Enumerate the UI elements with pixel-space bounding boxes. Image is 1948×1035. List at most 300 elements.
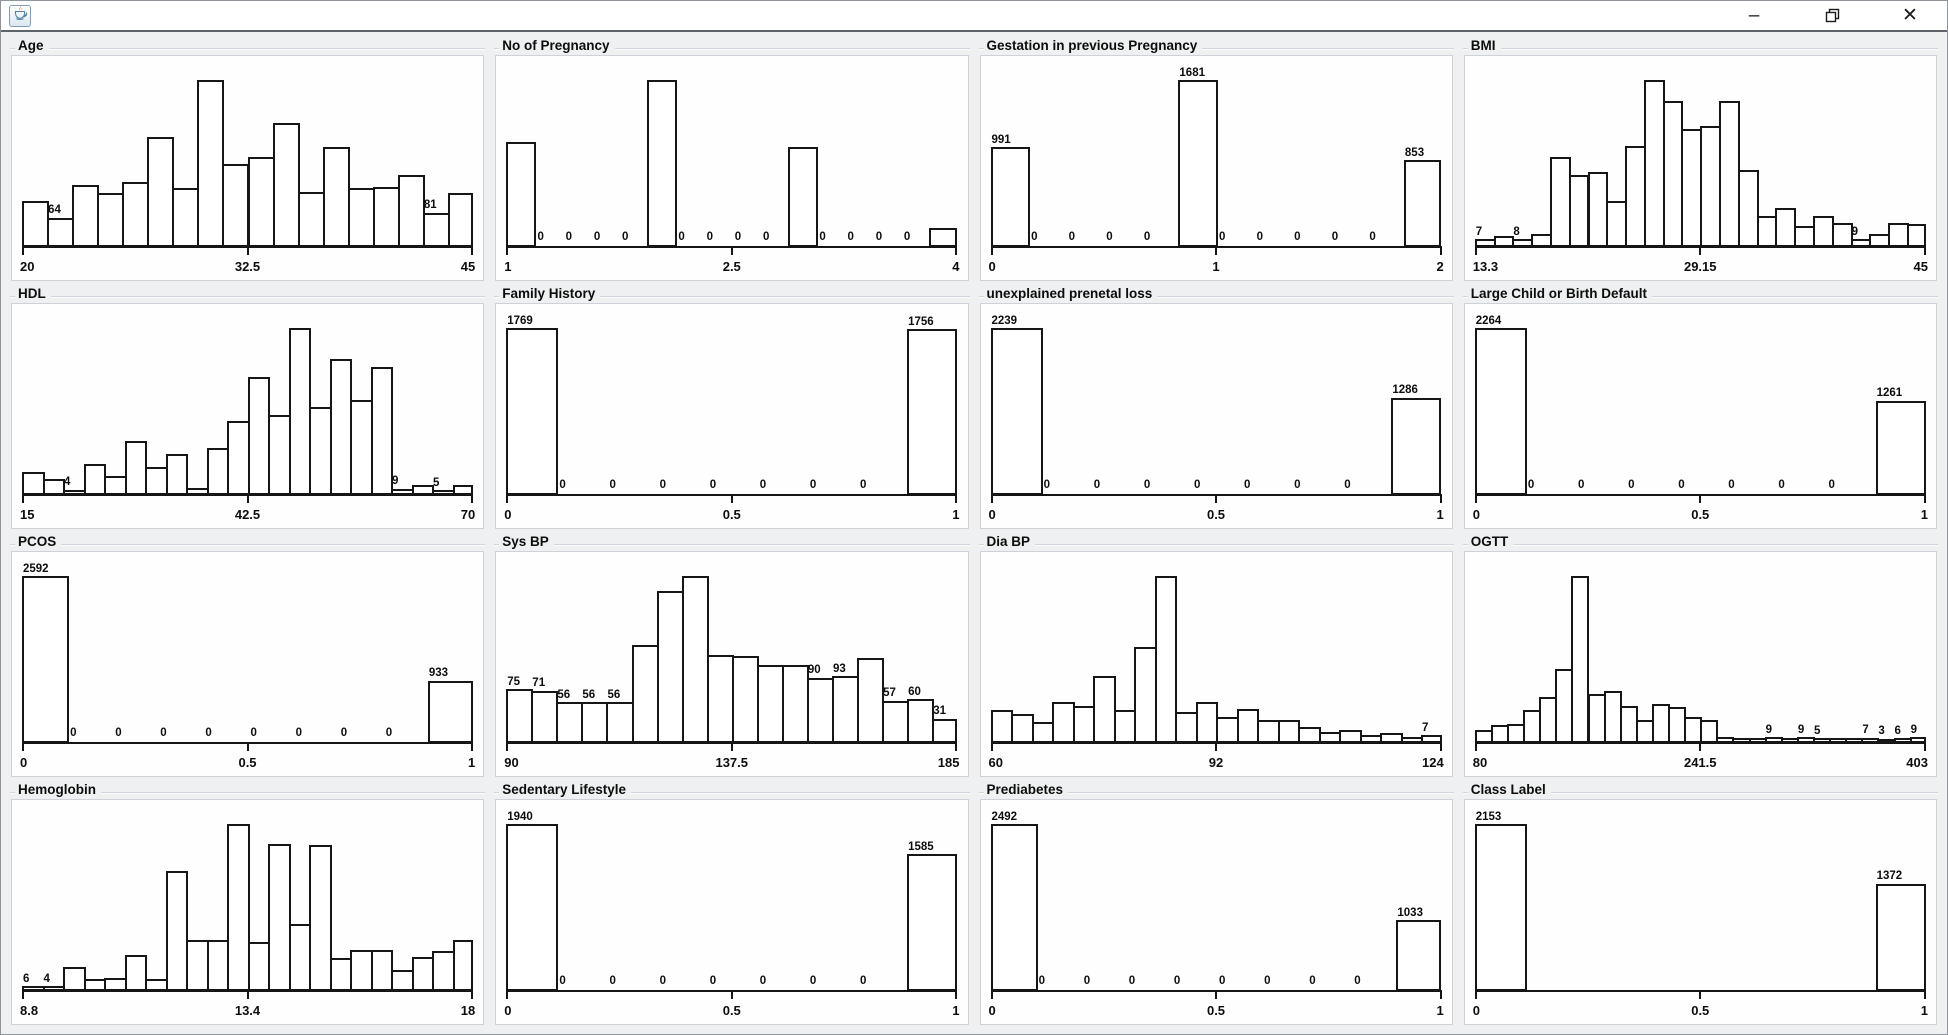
bar-zero-label: 0 [559,478,566,491]
panel-title: BMI [1470,38,1496,53]
bar-zero-label: 0 [1577,478,1585,491]
bar-count-label: 9 [1851,225,1858,238]
x-axis-tick [506,744,508,751]
histogram-plot-pcos[interactable] [11,551,484,777]
histogram-bar [1032,722,1055,743]
panel-large-child-or-birth-default [1463,285,1938,531]
x-axis-tick [247,992,249,999]
group-border-line [1551,792,1938,794]
x-tick-label: 0 [988,1003,996,1018]
bar-count-label: 9 [1910,723,1918,736]
panel-title: Hemoglobin [18,782,96,797]
histogram-plot-hdl[interactable] [11,303,484,529]
histogram-bar [350,950,373,991]
bar-zero-label: 0 [1219,974,1226,987]
restore-icon [1825,8,1840,23]
histogram-bar [1093,676,1116,743]
bar-zero-label: 0 [1256,230,1263,243]
bar-zero-label: 0 [759,974,767,987]
histogram-bar [1196,702,1219,743]
x-tick-label: 0 [20,755,28,770]
histogram-plot-prediabetes[interactable] [980,799,1453,1025]
histogram-bar [1876,401,1926,495]
bar-count-label: 9 [392,475,399,488]
panel-header [494,533,969,550]
x-axis-tick [471,744,473,751]
bar-zero-label: 0 [160,726,167,739]
panel-unexplained-prenetal-loss [979,285,1454,531]
histogram-bar [991,710,1014,743]
bar-count-label: 75 [507,675,521,688]
x-axis-tick [247,248,249,255]
panel-header [1463,781,1938,798]
histogram-bar [1052,702,1075,743]
histogram-bar [47,218,74,247]
histogram-bar [248,157,275,247]
histogram-bar [104,978,127,991]
x-axis-tick [1475,744,1477,751]
bar-zero-label: 0 [115,726,122,739]
bar-count-label: 6 [23,972,30,985]
x-axis-tick [506,248,508,255]
histogram-plot-sedentary-lifestyle[interactable] [495,799,968,1025]
panel-title: HDL [18,286,46,301]
bar-zero-label: 0 [678,230,685,243]
panel-hemoglobin [10,781,485,1027]
panel-header [1463,533,1938,550]
histogram-bar [1178,80,1218,247]
histogram-bar [1401,737,1424,743]
panel-age [10,37,485,283]
x-axis-tick [991,248,993,255]
window-controls [1739,3,1925,29]
x-tick-label: 0 [988,259,996,274]
x-tick-label: 1 [952,1003,960,1018]
group-border-line [615,48,970,50]
histogram-bar [991,147,1031,247]
group-border-line [1501,48,1939,50]
panel-title: unexplained prenetal loss [986,286,1153,301]
x-axis-tick [955,992,957,999]
panel-hdl [10,285,485,531]
histogram-bar [323,147,350,247]
x-axis-tick [1699,248,1701,255]
close-button[interactable] [1895,3,1925,29]
bar-count-label: 9 [1797,723,1805,736]
x-tick-label: 60 [988,755,1003,770]
bar-zero-label: 0 [1828,478,1835,491]
histogram-bar [248,377,271,495]
histogram-bar [453,485,474,495]
bar-zero-label: 0 [609,478,616,491]
x-tick-label: 1 [1920,507,1928,522]
bar-zero-label: 0 [1083,974,1091,987]
histogram-plot-dia-bp[interactable] [980,551,1453,777]
bar-count-label: 7 [1475,225,1483,238]
histogram-bar [104,476,127,495]
panel-sys-bp [494,533,969,779]
histogram-bar [166,871,189,991]
x-axis-tick [1699,744,1701,751]
histogram-bar [371,950,394,991]
histogram-bar [330,958,353,991]
x-tick-label: 137.5 [715,755,749,770]
x-tick-label: 1 [1436,1003,1444,1018]
panel-title: Large Child or Birth Default [1470,286,1648,301]
bar-zero-label: 0 [1354,974,1361,987]
bar-zero-label: 0 [1294,478,1301,491]
histogram-bar [707,655,734,743]
x-axis-tick [731,744,733,751]
histogram-bar [371,367,394,495]
panel-header [979,781,1454,798]
bar-count-label: 1681 [1179,66,1205,79]
histogram-bar [122,182,149,247]
panel-header [1463,37,1938,54]
histogram-plot-no-of-pregnancy[interactable] [495,55,968,281]
histogram-bar [882,701,909,743]
panel-title: Dia BP [986,534,1031,549]
group-border-line [1068,792,1454,794]
x-axis-tick [22,744,24,751]
bar-count-label: 56 [557,688,571,701]
bar-zero-label: 0 [1143,230,1151,243]
x-axis-tick [471,248,473,255]
histogram-bar [248,942,271,991]
histogram-bar [782,665,809,743]
histogram-bar [147,137,174,247]
bar-count-label: 6 [1894,724,1901,737]
x-axis-tick [22,248,24,255]
histogram-bar [932,719,957,743]
histogram-bar [1339,730,1362,743]
histogram-bar [929,228,957,247]
x-axis-tick [955,248,957,255]
histogram-plot-sys-bp[interactable] [495,551,968,777]
histogram-bar [1832,223,1853,247]
panel-header [979,285,1454,302]
x-tick-label: 0.5 [722,507,741,522]
bar-count-label: 1033 [1397,906,1423,919]
bar-zero-label: 0 [559,974,566,987]
histogram-plot-unexplained-prenetal-loss[interactable] [980,303,1453,529]
panel-bmi [1463,37,1938,283]
bar-count-label: 81 [423,199,437,212]
x-axis-tick [1215,992,1217,999]
panel-title: Gestation in previous Pregnancy [986,38,1198,53]
histogram-bar [857,658,884,743]
panel-title: Prediabetes [986,782,1064,797]
histogram-bar [43,479,66,495]
bar-zero-label: 0 [809,974,817,987]
panel-header [10,285,485,302]
histogram-bar [207,940,230,991]
histogram-bar [412,957,435,991]
bar-count-label: 31 [933,705,946,718]
x-tick-label: 32.5 [234,259,261,274]
histogram-bar [506,689,533,743]
histogram-bar [788,147,818,247]
histogram-bar [1257,720,1280,743]
histogram-bar [1910,737,1926,743]
histogram-bar [166,454,189,495]
histogram-bar [72,185,99,247]
histogram-bar [22,576,69,743]
histogram-bar [1869,234,1890,247]
restore-button[interactable] [1817,3,1847,29]
bar-zero-label: 0 [759,478,767,491]
bar-zero-label: 0 [847,230,854,243]
group-border-line [61,544,485,546]
x-tick-label: 1 [952,507,960,522]
histogram-bar [1396,920,1441,991]
title-bar [1,1,1947,32]
histogram-bar [391,970,414,991]
histogram-bar [1421,735,1442,743]
histogram-bar [1380,733,1403,743]
x-axis-tick [991,992,993,999]
x-tick-label: 1 [468,755,476,770]
histogram-bar [1216,717,1239,743]
histogram-bar [991,824,1038,991]
bar-count-label: 4 [43,972,50,985]
histogram-bar [907,329,957,495]
histogram-bar [391,489,414,495]
x-tick-label: 2 [1436,259,1444,274]
bar-count-label: 1372 [1876,870,1903,883]
histogram-plot-hemoglobin[interactable] [11,799,484,1025]
histogram-bar [647,80,677,247]
x-tick-label: 90 [504,755,519,770]
bar-zero-label: 0 [860,974,867,987]
histogram-bar [145,467,168,495]
bar-zero-label: 0 [1678,478,1685,491]
histogram-bar [506,824,558,991]
bar-zero-label: 0 [1143,478,1151,491]
bar-zero-label: 0 [340,726,348,739]
histogram-bar [506,142,536,247]
bar-count-label: 60 [908,685,921,698]
panel-title: Class Label [1470,782,1546,797]
histogram-bar [1794,226,1815,247]
histogram-bar [63,967,86,991]
group-border-line [600,296,969,298]
x-axis-tick [1215,496,1217,503]
group-border-line [101,792,485,794]
bar-zero-label: 0 [70,726,77,739]
bar-count-label: 4 [64,476,71,489]
histogram-bar [1360,735,1383,743]
bar-count-label: 9 [1765,723,1773,736]
bar-count-label: 90 [807,664,821,677]
histogram-bar [907,854,957,991]
panel-pcos [10,533,485,779]
histogram-bar [268,415,291,495]
bar-zero-label: 0 [622,230,629,243]
histogram-bar [1494,236,1515,247]
bar-count-label: 71 [532,677,546,690]
panel-header [1463,285,1938,302]
histogram-bar [273,123,300,247]
histogram-bar [1907,224,1926,247]
histogram-bar [1588,172,1609,247]
x-axis-tick [731,496,733,503]
histogram-bar [907,699,934,743]
bar-count-label: 2264 [1475,314,1502,327]
x-tick-label: 80 [1472,755,1488,770]
histogram-bar [556,702,583,743]
x-axis-tick [1475,496,1477,503]
panel-family-history [494,285,969,531]
histogram-plot-ogtt[interactable] [1464,551,1937,777]
histogram-bar [1319,732,1342,743]
x-axis-tick [1440,248,1442,255]
x-tick-label: 0.5 [1206,507,1226,522]
histogram-bar [22,986,45,991]
bar-count-label: 56 [607,688,621,701]
histogram-bar [398,175,425,247]
histogram-bar [1888,223,1909,247]
bar-count-label: 991 [991,133,1011,146]
x-axis-tick [1440,992,1442,999]
histogram-plot-family-history[interactable] [495,303,968,529]
bar-count-label: 7 [1422,721,1429,734]
bar-zero-label: 0 [1173,974,1181,987]
histogram-bar [309,845,332,991]
x-tick-label: 45 [1913,259,1928,274]
group-border-line [1157,296,1453,298]
panel-header [494,781,969,798]
x-tick-label: 92 [1208,755,1224,770]
histogram-bar [97,193,124,247]
histogram-bar [207,448,230,495]
bar-zero-label: 0 [1294,230,1301,243]
bar-count-label: 1261 [1876,387,1903,400]
bar-zero-label: 0 [1369,230,1376,243]
histogram-bar [453,940,474,991]
bar-zero-label: 0 [809,478,817,491]
histogram-bar [1681,129,1702,247]
histogram-bar [1475,328,1527,495]
x-tick-label: 1 [504,259,512,274]
histogram-bar [581,702,608,743]
histogram-plot-class-label[interactable] [1464,799,1937,1025]
panel-header [494,285,969,302]
histogram-bar [1625,146,1646,247]
x-tick-label: 1 [1920,1003,1928,1018]
panel-title: No of Pregnancy [502,38,610,53]
histogram-plot-gestation-in-previous-pregnancy[interactable] [980,55,1453,281]
histogram-bar [632,645,659,743]
x-tick-label: 20 [20,259,35,274]
histogram-bar [832,676,859,743]
bar-zero-label: 0 [706,230,713,243]
x-axis-tick [991,744,993,751]
panel-no-of-pregnancy [494,37,969,283]
x-axis-tick [1215,744,1217,751]
x-tick-label: 403 [1906,755,1928,770]
window-icon-button[interactable] [9,5,31,27]
histogram-bar [298,192,325,247]
panel-title: Sys BP [502,534,549,549]
histogram-bar [506,328,558,495]
panel-gestation-in-previous-pregnancy [979,37,1454,283]
histogram-bar [682,576,709,743]
x-axis-tick [1440,496,1442,503]
histogram-plot-age[interactable] [11,55,484,281]
x-tick-label: 1 [1212,259,1220,274]
bar-count-label: 5 [433,476,440,489]
histogram-bar [1134,647,1157,743]
histogram-bar [1569,175,1590,247]
x-tick-label: 0.5 [1206,1003,1226,1018]
bar-zero-label: 0 [1344,478,1351,491]
histogram-bar [186,488,209,495]
bar-zero-label: 0 [1106,230,1113,243]
x-axis-tick [1924,744,1926,751]
histogram-plot-large-child-or-birth-default[interactable] [1464,303,1937,529]
histogram-bar [1775,208,1796,247]
histogram-bar [1278,720,1301,743]
bar-count-label: 5 [1814,724,1821,737]
bar-zero-label: 0 [709,478,717,491]
histogram-bar [1237,709,1260,743]
histogram-bar [125,955,148,991]
bar-zero-label: 0 [1219,230,1226,243]
bar-count-label: 1940 [507,810,533,823]
histogram-bar [350,400,373,495]
x-axis-tick [955,744,957,751]
bar-zero-label: 0 [1068,230,1076,243]
group-border-line [631,792,969,794]
histogram-plot-bmi[interactable] [1464,55,1937,281]
panel-sedentary-lifestyle [494,781,969,1027]
histogram-bar [1073,706,1096,743]
histogram-bar [657,591,684,743]
bar-zero-label: 0 [709,974,717,987]
histogram-bar [1011,714,1034,743]
x-axis-tick [1699,496,1701,503]
bar-count-label: 2492 [991,810,1018,823]
histogram-bar [423,213,450,247]
histogram-bar [289,924,312,991]
bar-zero-label: 0 [734,230,742,243]
bar-count-label: 64 [48,204,61,217]
histogram-bar [309,407,332,495]
bar-zero-label: 0 [593,230,601,243]
bar-count-label: 1286 [1392,384,1418,397]
histogram-bar [1719,101,1740,247]
bar-zero-label: 0 [565,230,573,243]
x-tick-label: 0 [504,1003,512,1018]
histogram-bar [1738,170,1759,247]
histogram-bar [197,80,224,247]
bar-count-label: 2239 [991,314,1018,327]
histogram-bar [1663,101,1684,247]
group-border-line [554,544,970,546]
histogram-bar [1813,216,1834,247]
bar-count-label: 1769 [507,314,533,327]
x-axis-tick [731,992,733,999]
x-tick-label: 15 [20,507,35,522]
histogram-bar [1404,160,1442,247]
histogram-bar [43,986,66,991]
bar-zero-label: 0 [1331,230,1339,243]
minimize-button[interactable] [1739,3,1769,29]
bar-zero-label: 0 [1527,478,1535,491]
panel-title: Family History [502,286,596,301]
bar-zero-label: 0 [1628,478,1635,491]
